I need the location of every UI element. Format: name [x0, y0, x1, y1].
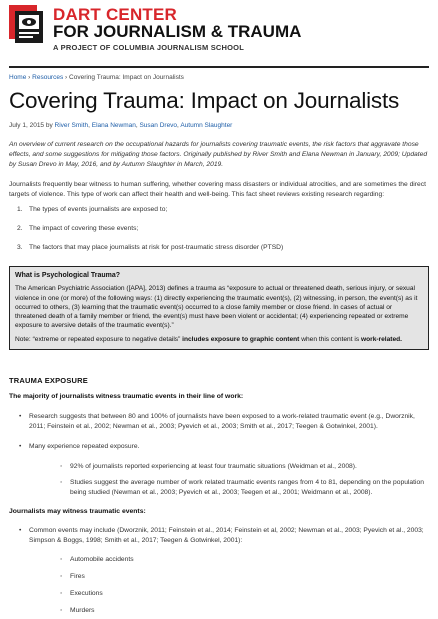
- brand-tagline: A PROJECT OF COLUMBIA JOURNALISM SCHOOL: [53, 43, 244, 52]
- sub-bullet-icon: ◦: [60, 463, 63, 470]
- brand-title[interactable]: DART CENTER: [53, 5, 178, 24]
- list-item: [17, 225, 138, 232]
- breadcrumb-home-link[interactable]: Home: [9, 74, 27, 81]
- psychological-trauma-callout: [9, 266, 429, 350]
- list-item: [19, 526, 425, 546]
- breadcrumb-resources-link[interactable]: Resources: [32, 74, 64, 81]
- dart-center-logo-icon[interactable]: [9, 5, 45, 45]
- bullet-text: 92% of journalists reported experiencing at least four traumatic situations (Weidman et al., 2008).: [70, 463, 357, 470]
- list-item-text: The factors that may place journalists at risk for post-traumatic stress disorder (PTSD): [29, 244, 284, 251]
- breadcrumb: [9, 74, 184, 81]
- brand-subtitle[interactable]: FOR JOURNALISM & TRAUMA: [53, 22, 302, 41]
- bullet-icon: •: [19, 443, 22, 450]
- author-link[interactable]: Elana Newman: [91, 122, 136, 129]
- bullet-text: Automobile accidents: [70, 556, 134, 563]
- bullet-icon: •: [19, 413, 22, 420]
- list-number: 3.: [17, 244, 23, 251]
- note-emphasis: includes exposure to graphic content: [182, 335, 300, 343]
- section-subheading: Journalists may witness traumatic events:: [9, 508, 146, 515]
- bullet-icon: •: [19, 527, 22, 534]
- bullet-text: Common events may include (Dworznik, 2011; Feinstein et al., 2014; Feinstein et al, 2002; Newman et al., 2003; Pyevich et al., 2003; Simpson & Boggs, 1998; Smith et al., 2017; Teegen & Gotwinkel, 2001):: [29, 527, 424, 544]
- section-subheading: The majority of journalists witness traumatic events in their line of work:: [9, 393, 244, 400]
- list-item: [60, 555, 370, 565]
- intro-summary: An overview of current research on the occupational hazards for journalists covering traumatic events, the risk factors that aggravate those effects, and some suggestions for mitigating those factors. Originally published by River Smith and Elana Newman in January, 2009; Updated by Susan Drevo in May, 2016, and by Autumn Slaughter in March, 2019.: [9, 141, 428, 168]
- callout-title: What is Psychological Trauma?: [15, 272, 121, 279]
- page-title: Covering Trauma: Impact on Journalists: [9, 88, 400, 113]
- breadcrumb-separator: ›: [28, 74, 31, 81]
- sub-bullet-icon: ◦: [60, 607, 63, 614]
- note-emphasis: work-related.: [360, 335, 403, 343]
- site-header: [9, 5, 429, 57]
- author-link[interactable]: River Smith: [54, 122, 89, 129]
- list-item: [60, 606, 370, 616]
- note-text: Note: “extreme or repeated exposure to negative details”: [15, 335, 183, 343]
- intro-paragraph: Journalists frequently bear witness to human suffering, whether covering mass disasters or individual atrocities, and are sometimes the direct targets of violence. This type of work can affect their health and well-being. This fact sheet reviews existing research regarding:: [9, 181, 426, 198]
- callout-body: The American Psychiatric Association ([APA], 2013) defines a trauma as “exposure to actual or threatened death, serious injury, or sexual violence in one (or more) of the following ways: (1) directly experiencing the traumatic event(s), (2) witnessing, in person, the event(s) as it occurred to others, (3) learning that the traumatic event(s) occurred to a close family member or close friend. In cases of actual or threatened death of a family member or friend, the event(s) must have been violent or accidental; (4) experiencing repeated or extreme exposure to aversive details of the traumatic event(s).”: [15, 285, 418, 330]
- list-item: [60, 478, 426, 498]
- list-item: [19, 412, 425, 432]
- bullet-text: Fires: [70, 573, 85, 580]
- section-heading: TRAUMA EXPOSURE: [9, 376, 88, 385]
- bullet-text: Murders: [70, 607, 95, 614]
- bullet-text: Research suggests that between 80 and 100% of journalists have been exposed to a work-related traumatic event (e.g., Dworznik, 2011; Feinstein et al., 2002; Newman et al., 2003; Pyevich et al., 2003; Smith et al., 2017; Teegen & Gotwinkel, 2001).: [29, 413, 415, 430]
- breadcrumb-current: Covering Trauma: Impact on Journalists: [69, 74, 184, 81]
- list-item: [17, 244, 283, 251]
- list-number: 2.: [17, 225, 23, 232]
- list-number: 1.: [17, 206, 23, 213]
- author-link[interactable]: Autumn Slaughter: [180, 122, 233, 129]
- list-item: [60, 462, 426, 472]
- callout-note: [15, 335, 423, 344]
- sub-bullet-icon: ◦: [60, 573, 63, 580]
- sub-bullet-icon: ◦: [60, 479, 63, 486]
- list-item: [60, 589, 370, 599]
- bullet-text: Many experience repeated exposure.: [29, 443, 140, 450]
- list-item-text: The types of events journalists are exposed to;: [29, 206, 168, 213]
- author-link[interactable]: Susan Drevo: [139, 122, 178, 129]
- list-item: [60, 572, 370, 582]
- byline: July 1, 2015 by River Smith, Elana Newman, Susan Drevo, Autumn Slaughter: [9, 122, 233, 129]
- bullet-text: Studies suggest the average number of work related traumatic events ranges from 4 to 81, depending on the population being studied (Newman et al., 2003; Pyevich et al., 2003; Teegen et al., 2001; Weidmann et al., 2008).: [70, 479, 424, 496]
- bullet-text: Executions: [70, 590, 103, 597]
- sub-bullet-icon: ◦: [60, 590, 63, 597]
- list-item: [19, 442, 425, 452]
- note-text: when this content is: [299, 335, 361, 343]
- sub-bullet-icon: ◦: [60, 556, 63, 563]
- header-divider: [9, 66, 429, 68]
- list-item-text: The impact of covering these events;: [29, 225, 139, 232]
- list-item: [17, 206, 167, 213]
- breadcrumb-separator: ›: [65, 74, 68, 81]
- publish-date: July 1, 2015 by: [9, 122, 53, 129]
